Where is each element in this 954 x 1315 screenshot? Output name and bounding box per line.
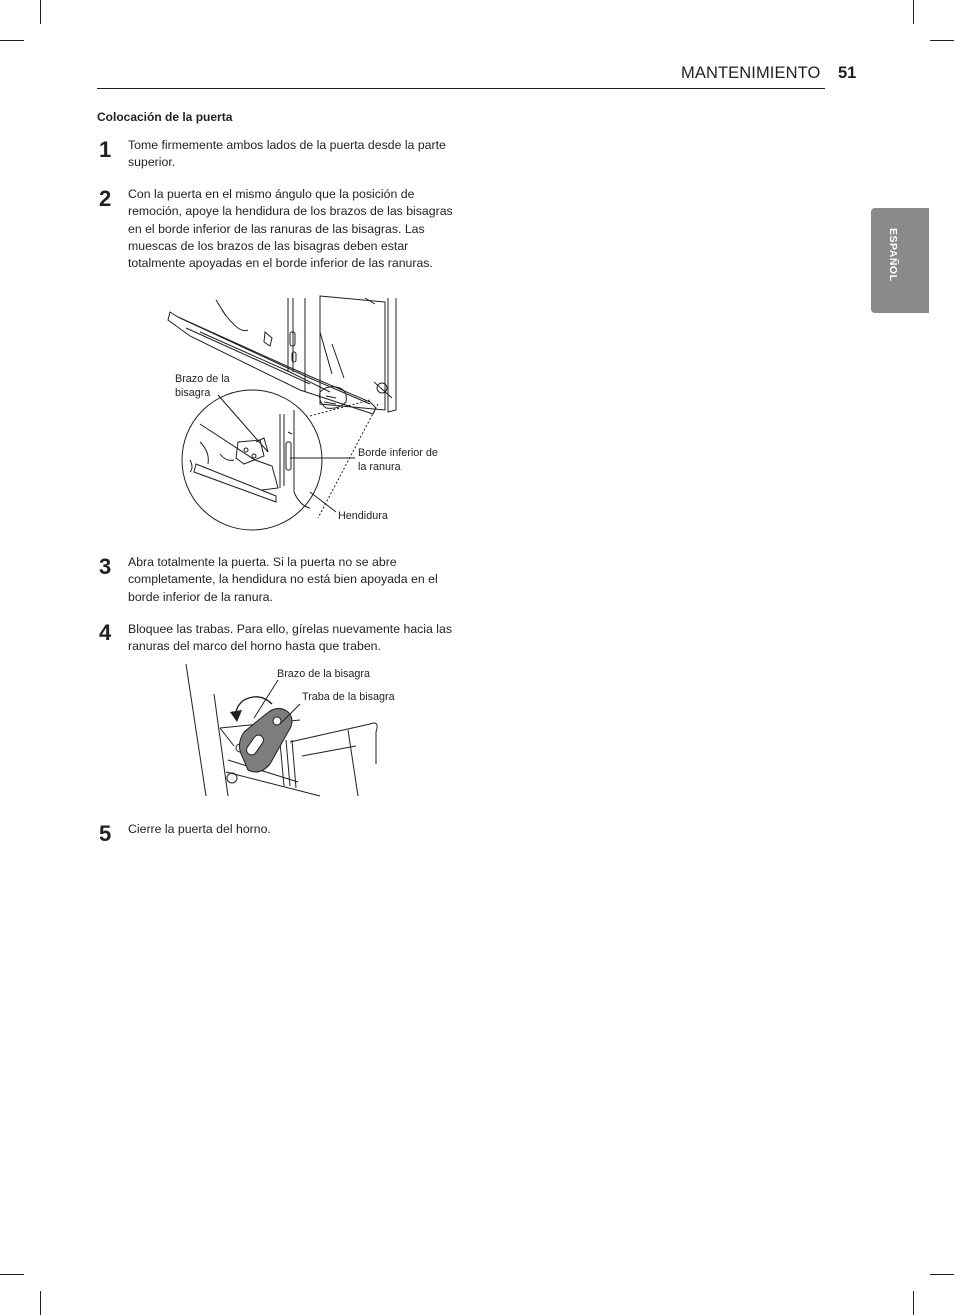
- step-3-number: 3: [99, 554, 112, 579]
- crop-mark: [0, 40, 24, 41]
- step-1-text: Tome firmemente ambos lados de la puerta desde la parte superior.: [128, 138, 446, 170]
- page-number: 51: [838, 64, 857, 82]
- step-5-number: 5: [99, 821, 112, 846]
- header-section-title: MANTENIMIENTO: [681, 64, 821, 82]
- label-hinge-arm: Brazo de la bisagra: [175, 373, 230, 399]
- step-4-number: 4: [99, 620, 112, 645]
- step-3-text: Abra totalmente la puerta. Si la puerta no se abre completamente, la hendidura no está bien apoyada en el borde inferior de la ranura.: [128, 555, 438, 604]
- label-notch: Hendidura: [338, 510, 388, 522]
- section-title: Colocación de la puerta: [97, 110, 233, 124]
- label-hinge-arm-2: Brazo de la bisagra: [277, 668, 371, 680]
- header-divider: [97, 88, 825, 89]
- crop-mark: [930, 1274, 954, 1275]
- crop-mark: [913, 0, 914, 24]
- crop-mark: [40, 1291, 41, 1315]
- figure-hinge-lock-illustration: [180, 660, 380, 800]
- language-tab-label: ESPAÑOL: [887, 228, 899, 282]
- step-2-number: 2: [99, 186, 112, 211]
- step-5-text: Cierre la puerta del horno.: [128, 822, 271, 836]
- crop-mark: [0, 1274, 24, 1275]
- language-tab: [871, 208, 929, 313]
- figure-door-hinge-illustration: [160, 292, 460, 532]
- label-hinge-lock: Traba de la bisagra: [302, 691, 395, 703]
- label-slot-lower-edge: Borde inferior de la ranura: [358, 447, 438, 473]
- crop-mark: [913, 1291, 914, 1315]
- crop-mark: [40, 0, 41, 24]
- hinge-lock-shape: [239, 708, 292, 772]
- step-4-text: Bloquee las trabas. Para ello, gírelas nuevamente hacia las ranuras del marco del horno hasta que traben.: [128, 622, 453, 654]
- step-2-text: Con la puerta en el mismo ángulo que la posición de remoción, apoye la hendidura de los brazos de las bisagras en el borde inferior de las ranuras de las bisagras. Las muescas de los brazos de las bisagras deben estar totalmente apoyadas en el borde inferior de las ranuras.: [128, 187, 453, 271]
- crop-mark: [930, 40, 954, 41]
- step-1-number: 1: [99, 137, 112, 162]
